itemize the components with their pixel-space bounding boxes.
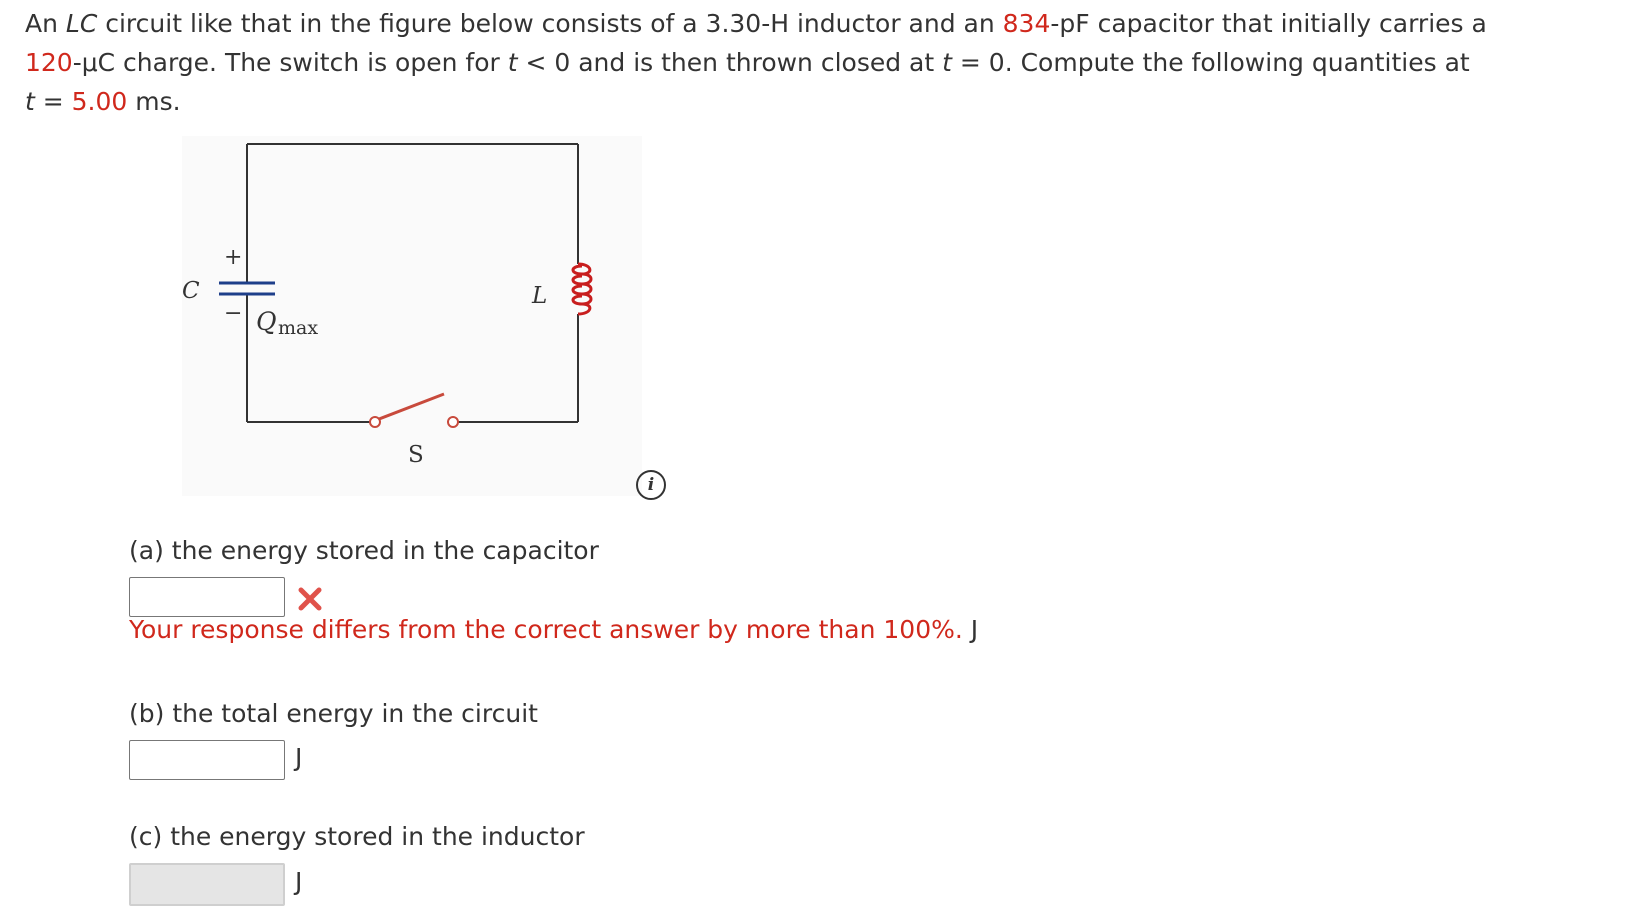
lc-term: LC	[65, 9, 98, 38]
charge-label: Q	[256, 307, 277, 336]
part-a-answer-input[interactable]	[129, 577, 285, 617]
part-c-answer-input	[129, 863, 285, 906]
part-a-label: (a) the energy stored in the capacitor	[129, 536, 599, 565]
part-b-unit: J	[295, 743, 303, 772]
part-c-unit: J	[295, 867, 303, 896]
problem-text: =	[34, 87, 72, 116]
problem-text: -μC charge. The switch is open for	[72, 48, 508, 77]
problem-text: -pF capacitor that initially carries a	[1050, 9, 1487, 38]
problem-text: = 0. Compute the following quantities at	[951, 48, 1470, 77]
part-b-label: (b) the total energy in the circuit	[129, 699, 538, 728]
circuit-diagram	[182, 136, 642, 496]
time-variable: t	[942, 48, 952, 77]
plus-sign: +	[224, 245, 243, 270]
incorrect-icon	[296, 585, 324, 613]
charge-value: 120	[25, 48, 73, 77]
minus-sign: −	[224, 301, 243, 326]
problem-text: An	[25, 9, 66, 38]
feedback-message: Your response differs from the correct answer by more than 100%.	[129, 615, 963, 644]
switch-terminal-right	[448, 417, 458, 427]
problem-text: ms.	[127, 87, 181, 116]
problem-statement	[25, 4, 1595, 121]
time-value: 5.00	[71, 87, 128, 116]
lc-circuit-figure	[182, 136, 642, 496]
time-variable: t	[25, 87, 35, 116]
inductor-coil	[573, 264, 591, 314]
switch-lever	[379, 394, 444, 419]
info-icon[interactable]: i	[636, 470, 666, 500]
part-b-answer-input[interactable]	[129, 740, 285, 780]
time-variable: t	[507, 48, 518, 77]
inductor-label: L	[532, 283, 548, 309]
capacitance-value: 834	[1002, 9, 1051, 38]
switch-label: S	[408, 442, 424, 468]
problem-text: < 0 and is then thrown closed at	[517, 48, 943, 77]
capacitor-label: C	[182, 278, 200, 304]
problem-text: circuit like that in the figure below consists of a 3.30-H inductor and an	[97, 9, 1003, 38]
part-a-feedback	[129, 615, 978, 644]
part-a-unit: J	[970, 615, 979, 644]
charge-subscript: max	[278, 317, 319, 339]
part-c-label: (c) the energy stored in the inductor	[129, 822, 585, 851]
switch-terminal-left	[370, 417, 380, 427]
